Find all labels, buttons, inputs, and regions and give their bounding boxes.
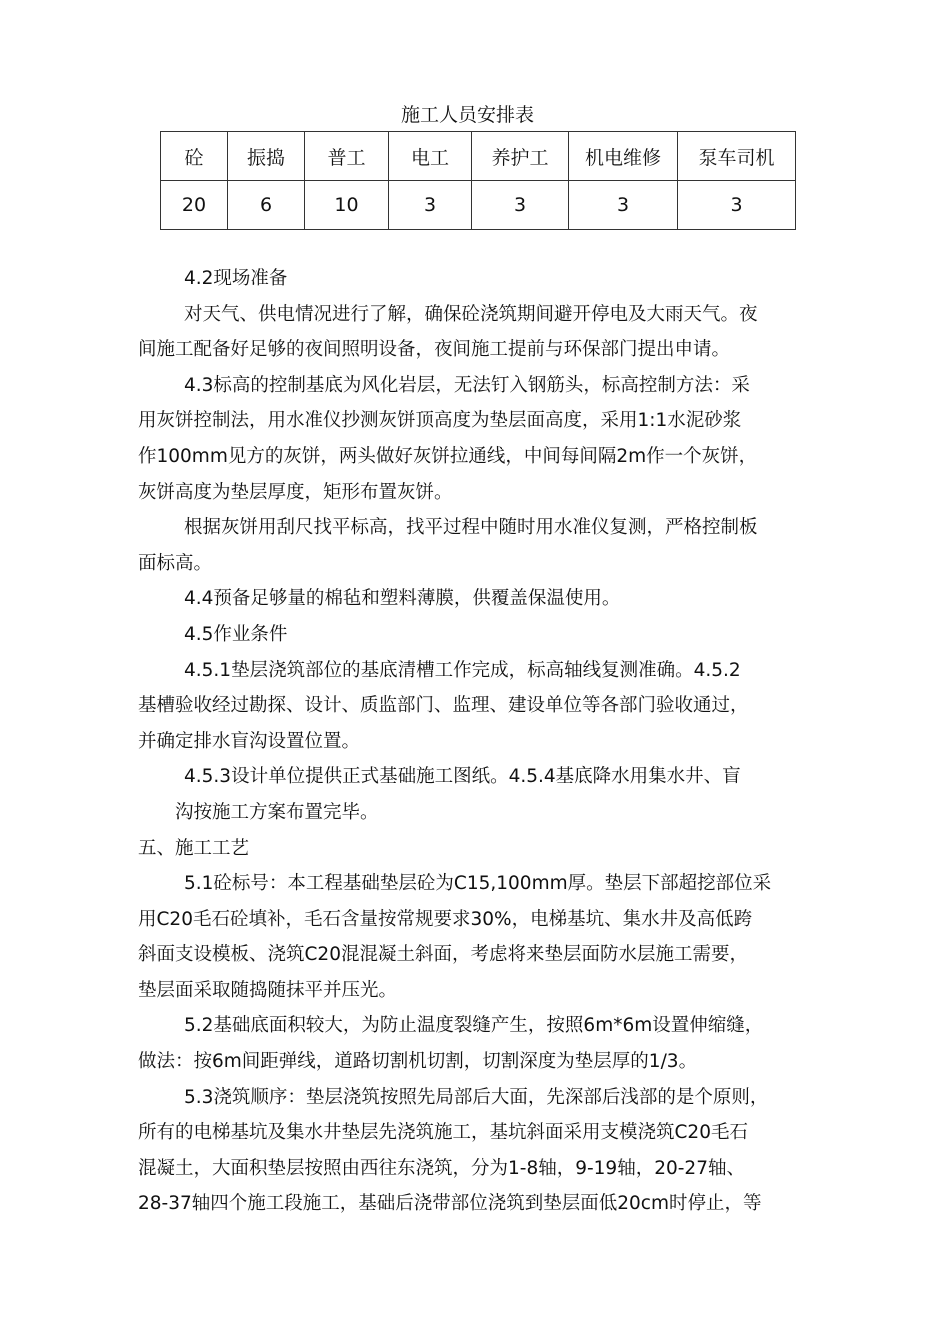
table-cell: 20	[161, 181, 228, 230]
table-header-cell: 普工	[305, 132, 389, 181]
table-header-cell: 养护工	[472, 132, 569, 181]
table-header-cell: 泵车司机	[678, 132, 796, 181]
table-header-row	[161, 132, 796, 181]
text-line: 混凝土，大面积垫层按照由西往东浇筑，分为1-8轴，9-19轴，20-27轴、	[138, 1157, 745, 1179]
text-line: 用灰饼控制法，用水准仪抄测灰饼顶高度为垫层面高度，采用1:1水泥砂浆	[138, 410, 742, 432]
table-header-cell: 振捣	[228, 132, 305, 181]
table-cell: 3	[678, 181, 796, 230]
text-line: 用C20毛石砼填补，毛石含量按常规要求30%，电梯基坑、集水井及高低跨	[138, 908, 753, 930]
text-line: 并确定排水盲沟设置位置。	[138, 730, 361, 752]
text-line: 面标高。	[138, 552, 213, 574]
table-header-cell: 电工	[389, 132, 472, 181]
text-line: 4.5.3设计单位提供正式基础施工图纸。4.5.4基底降水用集水井、盲	[184, 766, 741, 788]
text-line: 作100mm见方的灰饼，两头做好灰饼拉通线，中间每间隔2m作一个灰饼，	[138, 445, 758, 467]
text-line: 4.5.1垫层浇筑部位的基底清槽工作完成，标高轴线复测准确。4.5.2	[184, 659, 741, 681]
text-line: 4.3标高的控制基底为风化岩层，无法钉入钢筋头，标高控制方法：采	[184, 374, 750, 396]
chapter-heading: 五、施工工艺	[138, 837, 250, 859]
body-text	[138, 261, 828, 1222]
text-line: 垫层面采取随捣随抹平并压光。	[138, 979, 398, 1001]
text-line: 对天气、供电情况进行了解，确保砼浇筑期间避开停电及大雨天气。夜	[184, 303, 758, 325]
text-line: 基槽验收经过勘探、设计、质监部门、监理、建设单位等各部门验收通过，	[138, 695, 749, 717]
text-line: 斜面支设模板、浇筑C20混混凝土斜面，考虑将来垫层面防水层施工需要，	[138, 944, 748, 966]
text-line: 做法：按6m间距弹线，道路切割机切割，切割深度为垫层厚的1/3。	[138, 1051, 698, 1073]
table-cell: 10	[305, 181, 389, 230]
table-header-cell: 砼	[161, 132, 228, 181]
table-cell: 3	[389, 181, 472, 230]
text-line: 沟按施工方案布置完毕。	[175, 801, 379, 823]
text-line: 28-37轴四个施工段施工，基础后浇带部位浇筑到垫层面低20cm时停止，等	[138, 1193, 762, 1215]
table-header-cell: 机电维修	[569, 132, 678, 181]
text-line: 所有的电梯基坑及集水井垫层先浇筑施工，基坑斜面采用支模浇筑C20毛石	[138, 1122, 748, 1144]
section-heading: 4.5作业条件	[184, 623, 288, 645]
table-title: 施工人员安排表	[400, 104, 534, 126]
table-cell: 3	[569, 181, 678, 230]
staff-table	[160, 131, 796, 230]
text-line: 间施工配备好足够的夜间照明设备，夜间施工提前与环保部门提出申请。	[138, 339, 731, 361]
section-heading: 4.2现场准备	[184, 268, 288, 289]
text-line: 根据灰饼用刮尺找平标高，找平过程中随时用水准仪复测，严格控制板	[184, 517, 758, 539]
text-line: 5.1砼标号：本工程基础垫层砼为C15,100mm厚。垫层下部超挖部位采	[184, 873, 772, 895]
table-cell: 6	[228, 181, 305, 230]
table-row	[161, 181, 796, 230]
text-line: 灰饼高度为垫层厚度，矩形布置灰饼。	[138, 481, 453, 503]
table-cell: 3	[472, 181, 569, 230]
text-line: 5.2基础底面积较大，为防止温度裂缝产生，按照6m*6m设置伸缩缝，	[184, 1015, 764, 1037]
text-line: 5.3浇筑顺序：垫层浇筑按照先局部后大面，先深部后浅部的是个原则，	[184, 1086, 769, 1108]
text-line: 4.4预备足够量的棉毡和塑料薄膜，供覆盖保温使用。	[184, 588, 621, 610]
